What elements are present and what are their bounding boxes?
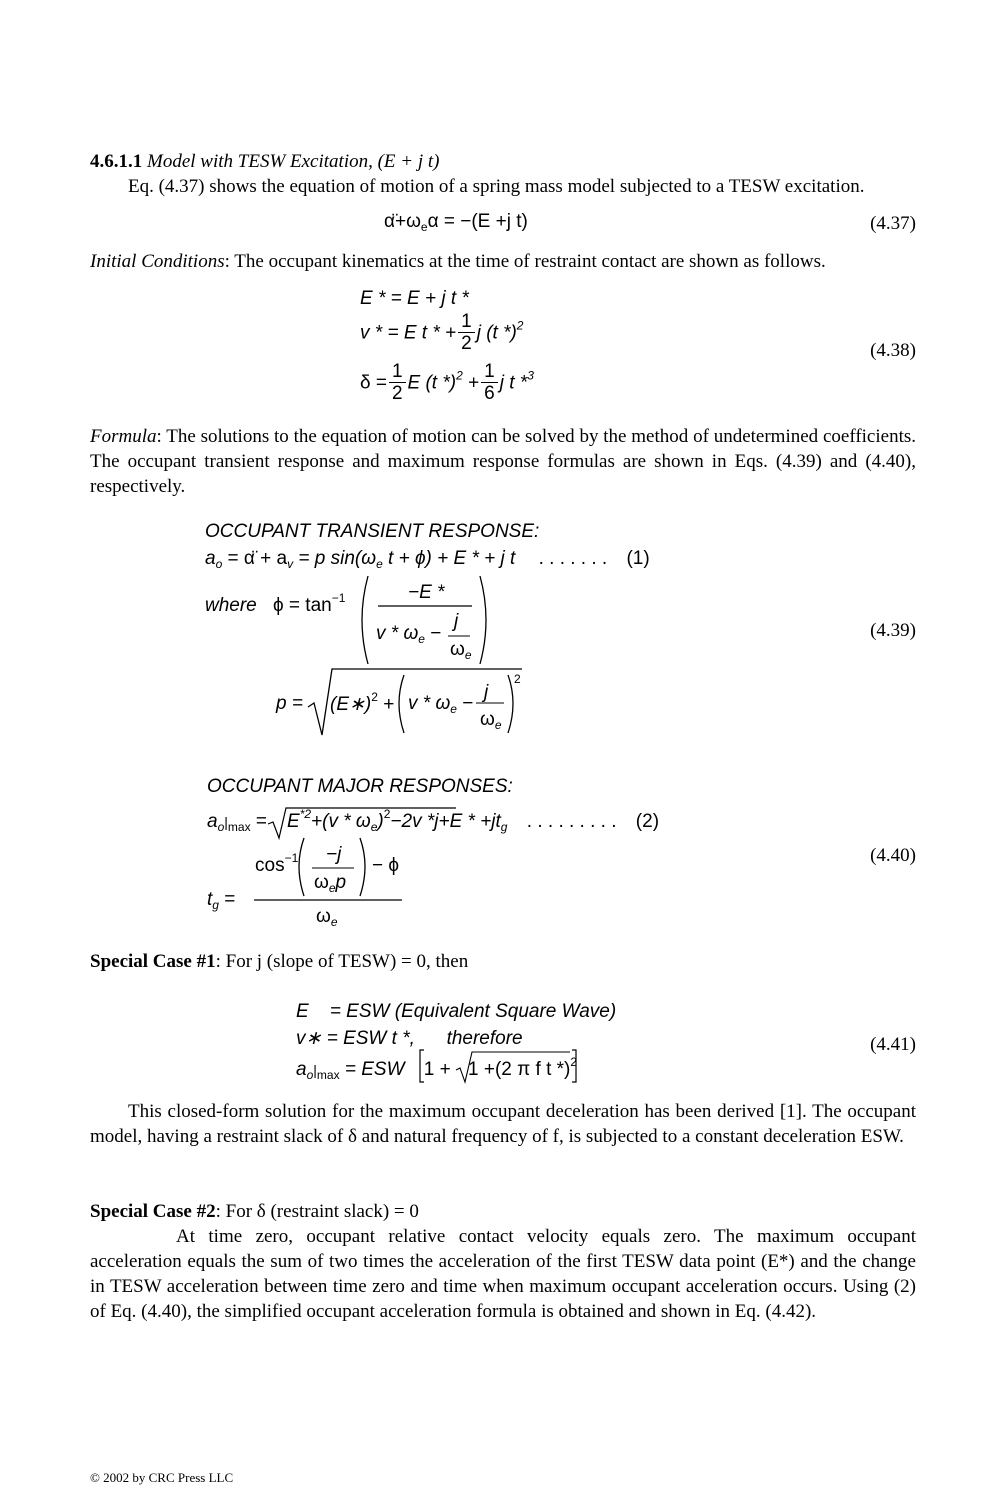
equation-number-4-41: (4.41) <box>870 1034 916 1055</box>
max-acceleration-line: $a_o|_{max}$ = <box>207 811 267 834</box>
phi-numerator: −E * <box>408 582 445 603</box>
special-case-1: Special Case #1: For j (slope of TESW) = 0, then <box>90 951 469 972</box>
tg-inner-numerator: −j <box>326 844 342 865</box>
max-acceleration-radicand: $E^{*2}+(v * \omega_e)^2-2v$ $*j+E * +jt_g$ . . . . . . . . . (2) <box>287 807 660 834</box>
equation-4-41-line1: E = ESW (Equivalent Square Wave) <box>296 1001 617 1022</box>
tg-minus-phi: − ϕ <box>372 855 400 876</box>
equation-4-37: $\alphä+\omega_e\alpha = -(E +j$ t) <box>384 211 528 234</box>
formula-paragraph: Formula: The solutions to the equation of motion can be solved by the method of undetermined coefficients. The occupant transient response and maximum response formulas are shown in Eqs. (4.39) and (4.40), respectively. <box>90 426 916 497</box>
amplitude-term2: v * $\omega_e$ − <box>408 693 474 716</box>
special-case-2: Special Case #2: For δ (restraint slack) = 0 <box>90 1201 419 1222</box>
tg-denominator: $\omega_e$ <box>316 906 338 929</box>
section-number: 4.6.1.1 <box>90 151 143 172</box>
section-title: Model with TESW Excitation, (E + j t) <box>147 151 440 172</box>
paragraph-eq437-intro: Eq. (4.37) shows the equation of motion of a spring mass model subjected to a TESW excitation. <box>128 176 865 197</box>
equation-4-38-line3: δ = $\frac{1}{2}$ E (t *)$^2$ + $\frac{1}{6}$ j t *$^3$ <box>360 361 534 404</box>
transient-response-title: OCCUPANT TRANSIENT RESPONSE: <box>205 521 540 542</box>
amplitude-j: j <box>484 682 489 703</box>
equation-number-4-39: (4.39) <box>870 620 916 641</box>
tg-cos: $\cos^{-1}$ <box>255 851 299 876</box>
initial-conditions-paragraph: Initial Conditions: The occupant kinematics at the time of restraint contact are shown as follows. <box>90 251 826 272</box>
amplitude-square: 2 <box>514 672 521 686</box>
equation-4-38-line2: v * = E t * + $\frac{1}{2}$ j (t *)$^2$ <box>360 311 524 354</box>
equation-number-4-37: (4.37) <box>870 213 916 234</box>
amplitude-term1: (E∗)$^2$ + <box>330 690 395 715</box>
equation-4-41-line2: v∗ = ESW t *, therefore <box>296 1028 523 1049</box>
phi-denominator: v * $\omega_e$ − <box>376 623 442 646</box>
section-heading <box>90 149 916 174</box>
phi-definition: $\phi = \tan^{-1}$ <box>273 591 346 616</box>
amplitude-omega: $\omega_e$ <box>480 709 502 732</box>
equation-number-4-38: (4.38) <box>870 340 916 361</box>
phi-inner-j: j <box>454 611 459 632</box>
equation-4-41-brackets <box>418 1048 588 1088</box>
phi-inner-omega: $\omega_e$ <box>450 639 472 662</box>
tg-label: $t_g$ = <box>207 889 236 912</box>
equation-4-41-line3: $a_o|_{max}$ = ESW 1 + 1 +(2 π f t *)$^2$ <box>296 1055 578 1082</box>
amplitude-p: p = <box>276 693 303 714</box>
transient-response-line1: $a_o$ = α̈ + $a_v = p$ $\sin(\omega_e$ t + ϕ) + E * + j t . . . . . . . (1) <box>205 548 650 571</box>
tg-inner-denominator: $\omega_ep$ <box>314 872 347 895</box>
copyright-footer: © 2002 by CRC Press LLC <box>90 1470 234 1485</box>
transient-where: where <box>205 595 257 616</box>
closed-form-paragraph: This closed-form solution for the maximum occupant deceleration has been derived [1]. The occupant model, having a restraint slack of δ and natural frequency of f, is subjected to a constant deceleration ESW. <box>90 1101 916 1147</box>
equation-4-38-line1: E * = E + j t * <box>360 288 469 309</box>
major-responses-title: OCCUPANT MAJOR RESPONSES: <box>207 776 513 797</box>
equation-number-4-40: (4.40) <box>870 845 916 866</box>
special-case-2-paragraph: At time zero, occupant relative contact velocity equals zero. The maximum occupant acceleration equals the sum of two times the acceleration of the first TESW data point (E*) and the change in TESW acceleration between time zero and time when maximum occupant acceleration occurs. Using (2) of Eq. (4.40), the simplified occupant acceleration formula is obtained and shown in Eq. (4.42). <box>90 1226 916 1322</box>
